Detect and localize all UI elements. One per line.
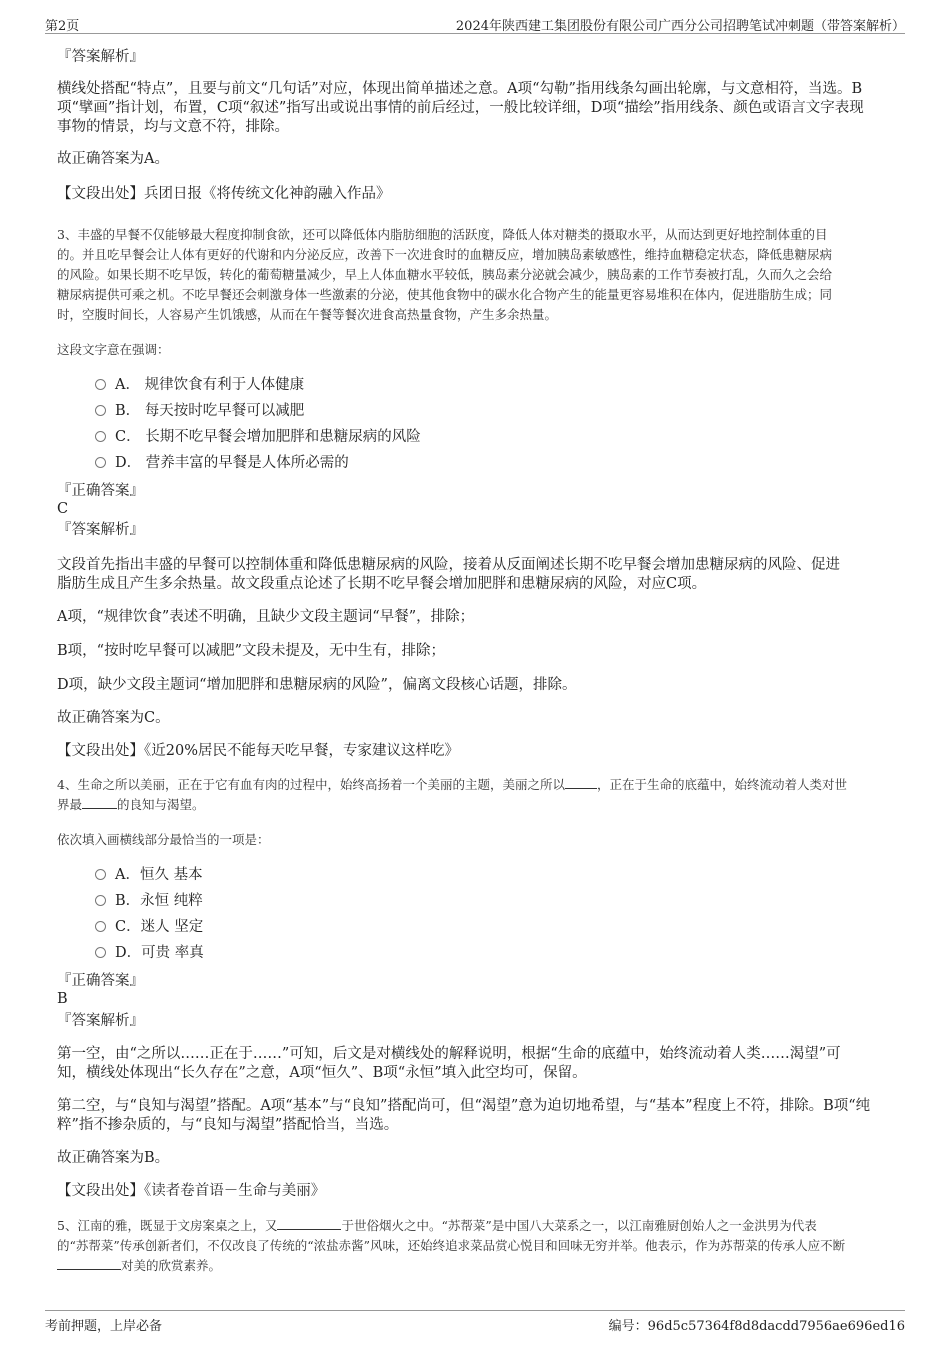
q4-source: 【文段出处】《读者卷首语－生命与美丽》 <box>57 1183 326 1199</box>
fill-blank <box>565 775 597 789</box>
q5-stem <box>57 1216 887 1276</box>
text-line: 的风险。如果长期不吃早饭，转化的葡萄糖量减少，早上人体血糖水平较低，胰岛素分泌就会减少，胰岛素的工作节奏被打乱，久而久之会给 <box>57 267 833 282</box>
text-line: 粹”指不掺杂质的，与“良知与渴望”搭配恰当，当选。 <box>57 1117 399 1133</box>
fill-blank <box>277 1216 341 1230</box>
text-line: 5、江南的雅，既显于文房案桌之上，又 于世俗烟火之中。“苏帮菜”是中国八大菜系之一，以江南雅厨创始人之一金洪男为代表 <box>57 1218 817 1233</box>
q3-explain-a: A项，“规律饮食”表述不明确，且缺少文段主题词“早餐”，排除； <box>57 609 475 625</box>
q4-option-c[interactable]: C．迷人 坚定 <box>95 917 203 937</box>
radio-icon[interactable] <box>95 947 106 958</box>
q3-option-b[interactable]: B． 每天按时吃早餐可以减肥 <box>95 401 304 421</box>
q4-answer: B <box>57 991 68 1007</box>
text-line: 文段首先指出丰盛的早餐可以控制体重和降低患糖尿病的风险，接着从反面阐述长期不吃早餐会增加患糖尿病的风险、促进 <box>57 557 840 573</box>
q4-analysis-para-2 <box>57 1097 887 1135</box>
text-line: 事物的情景，均与文意不符，排除。 <box>57 119 289 135</box>
text-line: 糖尿病提供可乘之机。不吃早餐还会刺激身体一些激素的分泌，使其他食物中的碳水化合物产生的能量更容易堆积在体内，促进脂肪生成；同 <box>57 287 833 302</box>
page-footer <box>45 1310 905 1334</box>
page-header <box>45 15 905 34</box>
document-title: 2024年陕西建工集团股份有限公司广西分公司招聘笔试冲刺题（带答案解析） <box>455 19 905 34</box>
text-line: 时，空腹时间长，人容易产生饥饿感，从而在午餐等餐次进食高热量食物，产生多余热量。 <box>57 307 558 322</box>
q2-analysis-label: 『答案解析』 <box>57 49 144 65</box>
q3-option-d[interactable]: D． 营养丰富的早餐是人体所必需的 <box>95 453 349 473</box>
radio-icon[interactable] <box>95 431 106 442</box>
q3-prompt: 这段文字意在强调： <box>57 342 170 357</box>
radio-icon[interactable] <box>95 921 106 932</box>
text-line: 第二空，与“良知与渴望”搭配。A项“基本”与“良知”搭配尚可，但“渴望”意为迫切地希望，与“基本”程度上不符，排除。B项“纯 <box>57 1098 871 1114</box>
q3-analysis-text <box>57 556 887 594</box>
radio-icon[interactable] <box>95 895 106 906</box>
q4-analysis-label: 『答案解析』 <box>57 1013 144 1029</box>
radio-icon[interactable] <box>95 869 106 880</box>
q3-explain-d: D项，缺少文段主题词“增加肥胖和患糖尿病的风险”，偏离文段核心话题，排除。 <box>57 677 577 693</box>
text-line: 的“苏帮菜”传承创新者们，不仅改良了传统的“浓盐赤酱”风味，还始终追求菜品赏心悦目和回味无穷并举。他表示，作为苏帮菜的传承人应不断 <box>57 1238 846 1253</box>
fill-blank <box>82 795 117 809</box>
text-line: 3、丰盛的早餐不仅能够最大程度抑制食欲，还可以降低体内脂肪细胞的活跃度，降低人体对糖类的摄取水平，从而达到更好地控制体重的目 <box>57 227 828 242</box>
q2-source: 【文段出处】兵团日报《将传统文化神韵融入作品》 <box>57 186 391 202</box>
q2-conclusion: 故正确答案为A。 <box>57 151 169 167</box>
q4-analysis-para-1 <box>57 1045 887 1083</box>
q3-option-c[interactable]: C． 长期不吃早餐会增加肥胖和患糖尿病的风险 <box>95 427 421 447</box>
q3-stem <box>57 225 887 325</box>
radio-icon[interactable] <box>95 405 106 416</box>
text-line: 对美的欣赏素养。 <box>57 1256 887 1276</box>
text-line: 的。并且吃早餐会让人体有更好的代谢和内分泌反应，改善下一次进食时的血糖反应，增加胰岛素敏感性，维持血糖稳定状态，降低患糖尿病 <box>57 247 833 262</box>
text-line: 4、生命之所以美丽，正在于它有血有肉的过程中，始终高扬着一个美丽的主题，美丽之所以 ，正在于生命的底蕴中，始终流动着人类对世 <box>57 777 847 792</box>
q4-answer-label: 『正确答案』 <box>57 973 144 989</box>
q4-option-a[interactable]: A．恒久 基本 <box>95 865 203 885</box>
q4-stem <box>57 775 887 815</box>
footer-slogan: 考前押题，上岸必备 <box>45 1319 163 1334</box>
radio-icon[interactable] <box>95 457 106 468</box>
text-line: 第一空，由“之所以……正在于……”可知，后文是对横线处的解释说明，根据“生命的底蕴中，始终流动着人类……渴望”可 <box>57 1046 841 1062</box>
text-line: 界最 的良知与渴望。 <box>57 797 205 812</box>
radio-icon[interactable] <box>95 379 106 390</box>
q3-analysis-label: 『答案解析』 <box>57 522 144 538</box>
q3-option-a[interactable]: A． 规律饮食有利于人体健康 <box>95 375 304 395</box>
q3-explain-b: B项，“按时吃早餐可以减肥”文段未提及，无中生有，排除； <box>57 643 445 659</box>
q3-conclusion: 故正确答案为C。 <box>57 710 170 726</box>
fill-blank <box>57 1256 121 1270</box>
page-number: 第2页 <box>45 19 80 34</box>
q3-answer: C <box>57 501 69 517</box>
q3-source: 【文段出处】《近20%居民不能每天吃早餐，专家建议这样吃》 <box>57 743 459 759</box>
text-line: 横线处搭配“特点”，且要与前文“几句话”对应，体现出简单描述之意。A项“勾勒”指用线条勾画出轮廓，与文意相符，当选。B <box>57 81 863 97</box>
text-line: 脂肪生成且产生多余热量。故文段重点论述了长期不吃早餐会增加肥胖和患糖尿病的风险，对应C项。 <box>57 576 707 592</box>
q2-analysis-text <box>57 80 887 137</box>
q4-option-d[interactable]: D．可贵 率真 <box>95 943 204 963</box>
q4-conclusion: 故正确答案为B。 <box>57 1150 170 1166</box>
q4-prompt: 依次填入画横线部分最恰当的一项是： <box>57 832 270 847</box>
q4-option-b[interactable]: B．永恒 纯粹 <box>95 891 203 911</box>
text-line: 项“擘画”指计划，布置，C项“叙述”指写出或说出事情的前后经过，一般比较详细，D项“描绘”指用线条、颜色或语言文字表现 <box>57 100 864 116</box>
text-line: 知，横线处体现出“长久存在”之意，A项“恒久”、B项“永恒”填入此空均可，保留。 <box>57 1065 587 1081</box>
q3-answer-label: 『正确答案』 <box>57 483 144 499</box>
document-id: 编号：96d5c57364f8d8dacdd7956ae696ed16 <box>608 1319 905 1334</box>
